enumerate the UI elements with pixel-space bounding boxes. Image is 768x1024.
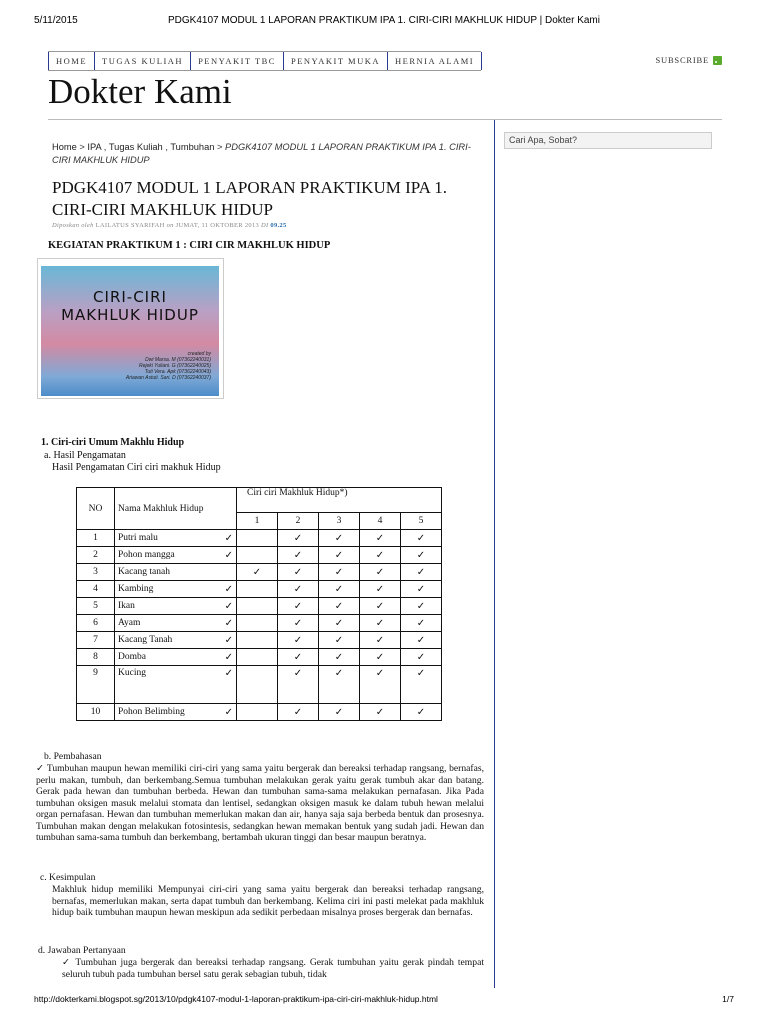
image-credit: Ariawan Astuti. Sari. D (07362240037): [125, 375, 211, 381]
table-cell-name: [115, 666, 237, 704]
table-cell-no: 1: [77, 530, 115, 547]
table-cell-no: 3: [77, 564, 115, 581]
byline-author[interactable]: LAILATUS SYARIFAH: [95, 222, 165, 229]
table-cell-name: [115, 598, 237, 615]
section-heading: 1. Ciri-ciri Umum Makhlu Hidup: [41, 437, 185, 448]
table-header-row: [77, 488, 442, 513]
post-image-content: [41, 266, 219, 396]
check-icon: ✓: [319, 598, 360, 615]
table-row: [77, 649, 442, 666]
table-cell-name: [115, 581, 237, 598]
table-cell-no: 8: [77, 649, 115, 666]
table-row: [77, 581, 442, 598]
subsection-d-heading: d. Jawaban Pertanyaan: [38, 945, 126, 956]
column-divider: [494, 120, 495, 988]
table-name-text: Kacang Tanah: [118, 634, 173, 645]
table-cell-name: [115, 547, 237, 564]
check-icon: ✓: [401, 666, 442, 704]
check-icon: ✓: [401, 615, 442, 632]
subsection-c-heading: c. Kesimpulan: [40, 872, 96, 883]
image-credit: Dwi Marsa. M (07362240031): [145, 357, 211, 363]
breadcrumb-comma: ,: [101, 142, 109, 152]
table-cell-no: 6: [77, 615, 115, 632]
check-icon: ✓: [224, 583, 233, 595]
image-credits: [126, 351, 211, 381]
check-icon: ✓: [278, 598, 319, 615]
table-row: [77, 564, 442, 581]
table-name-text: Kambing: [118, 583, 154, 594]
table-col-header: 5: [401, 513, 442, 530]
breadcrumb-ipa[interactable]: IPA: [87, 142, 102, 152]
check-icon: ✓: [319, 649, 360, 666]
check-icon: ✓: [224, 706, 233, 718]
table-header-name: Nama Makhluk Hidup: [115, 488, 237, 530]
check-icon: ✓: [224, 532, 233, 544]
subscribe-label: SUBSCRIBE: [655, 55, 709, 65]
nav-item-home[interactable]: HOME: [48, 52, 95, 70]
image-credit: Rejeki Yuliani. G (07362240025): [139, 363, 211, 369]
post-byline: [52, 222, 482, 229]
byline-on: on: [166, 222, 174, 229]
post-title: PDGK4107 MODUL 1 LAPORAN PRAKTIKUM IPA 1. CIRI-CIRI MAKHLUK HIDUP: [52, 178, 447, 219]
subsection-a-text: Hasil Pengamatan Ciri ciri makhuk Hidup: [52, 462, 221, 473]
breadcrumb-tumbuhan[interactable]: Tumbuhan: [170, 142, 215, 152]
check-icon: ✓: [237, 564, 278, 581]
search-input[interactable]: [504, 132, 712, 149]
print-footer: [34, 994, 734, 1008]
check-icon: ✓: [360, 666, 401, 704]
check-icon: ✓: [278, 704, 319, 721]
check-icon: ✓: [278, 530, 319, 547]
table-name-text: Ikan: [118, 600, 135, 611]
byline-prefix: Diposkan oleh: [52, 222, 94, 229]
check-icon: ✓: [360, 598, 401, 615]
table-name-text: Pohon Belimbing: [118, 706, 185, 717]
table-col-header: 3: [319, 513, 360, 530]
check-icon: ✓: [319, 666, 360, 704]
table-row: [77, 547, 442, 564]
check-icon: ✓: [401, 598, 442, 615]
top-nav: [48, 51, 481, 71]
breadcrumb-comma: ,: [162, 142, 171, 152]
observation-table: [76, 487, 442, 721]
table-col-header: 2: [278, 513, 319, 530]
table-name-text: Putri malu: [118, 532, 158, 543]
image-title: [41, 288, 219, 324]
table-cell-empty: [237, 615, 278, 632]
table-row: [77, 666, 442, 704]
nav-item-penyakit-tbc[interactable]: PENYAKIT TBC: [190, 52, 284, 70]
check-icon: ✓: [360, 564, 401, 581]
post-image[interactable]: [37, 258, 224, 399]
check-icon: ✓: [401, 581, 442, 598]
byline-date: JUMAT, 11 OKTOBER 2013: [175, 222, 260, 229]
table-col-header: 1: [237, 513, 278, 530]
subsection-c-text: Makhluk hidup memiliki Mempunyai ciri-ciri yang sama yaitu bergerak dan bereaksi terhadap rangsang, bernafas, memerlukan makan, serta dapat tumbuh dan berkembang. Kelima ciri ini pasti melekat pada makhluk hidup baik tumbuhan maupun hewan meskipun ada sedikit perbedaan misalnya proses bergerak dan bernafas.: [52, 884, 484, 918]
check-icon: ✓: [401, 649, 442, 666]
table-header-ciri: Ciri ciri Makhluk Hidup*): [237, 488, 442, 513]
table-cell-no: 2: [77, 547, 115, 564]
activity-heading: KEGIATAN PRAKTIKUM 1 : CIRI CIR MAKHLUK HIDUP: [48, 240, 331, 251]
check-icon: ✓: [401, 632, 442, 649]
check-icon: ✓: [319, 615, 360, 632]
table-row: [77, 704, 442, 721]
check-icon: ✓: [224, 651, 233, 663]
table-header-no: NO: [77, 488, 115, 530]
print-header: [34, 15, 734, 29]
table-name-text: Pohon mangga: [118, 549, 175, 560]
check-icon: ✓: [360, 547, 401, 564]
check-icon: ✓: [224, 600, 233, 612]
check-icon: ✓: [224, 617, 233, 629]
check-icon: ✓: [319, 632, 360, 649]
table-name-text: Kucing: [118, 668, 146, 678]
header-divider: [48, 119, 722, 120]
print-url: http://dokterkami.blogspot.sg/2013/10/pdgk4107-modul-1-laporan-praktikum-ipa-ciri-ciri-makhluk-hidup.html: [34, 994, 438, 1004]
check-icon: ✓: [360, 704, 401, 721]
check-icon: ✓: [401, 564, 442, 581]
table-col-header: 4: [360, 513, 401, 530]
subsection-d-text: ✓ Tumbuhan juga bergerak dan bereaksi terhadap rangsang. Gerak tumbuhan yaitu gerak pindah tempat seluruh tubuh pada tumbuhan bersel satu gerak sebagian tubuh, tidak: [62, 957, 484, 980]
table-cell-empty: [237, 598, 278, 615]
table-cell-name: [115, 632, 237, 649]
subsection-a-heading: a. Hasil Pengamatan: [44, 450, 126, 461]
check-icon: ✓: [278, 615, 319, 632]
table-cell-empty: [237, 530, 278, 547]
byline-at: DI: [261, 222, 269, 229]
table-cell-empty: [237, 649, 278, 666]
table-cell-no: 10: [77, 704, 115, 721]
table-cell-empty: [237, 581, 278, 598]
table-row: [77, 632, 442, 649]
nav-item-tugas-kuliah[interactable]: TUGAS KULIAH: [94, 52, 191, 70]
subscribe-link[interactable]: [656, 55, 723, 65]
breadcrumb-tugas-kuliah[interactable]: Tugas Kuliah: [108, 142, 163, 152]
table-cell-no: 9: [77, 666, 115, 704]
print-date: 5/11/2015: [34, 15, 78, 26]
site-title[interactable]: Dokter Kami: [48, 72, 232, 111]
breadcrumb-separator: >: [76, 142, 88, 152]
subsection-b-heading: b. Pembahasan: [44, 751, 102, 762]
table-cell-name: Kacang tanah: [115, 564, 237, 581]
nav-item-penyakit-muka[interactable]: PENYAKIT MUKA: [283, 52, 388, 70]
table-name-text: Domba: [118, 651, 146, 662]
check-icon: ✓: [224, 634, 233, 646]
check-icon: ✓: [278, 564, 319, 581]
check-icon: ✓: [319, 530, 360, 547]
table-cell-name: [115, 615, 237, 632]
subsection-b-text: ✓ Tumbuhan maupun hewan memiliki ciri-ciri yang sama yaitu bergerak dan bereaksi terhadap rangsang, bernafas, perlu makan, tumbuh, dan berkembang.Semua tumbuhan melakukan gerak yaitu gerak tumbuh akar dan batang. Gerak pada hewan dan tumbuhan berbeda. Hewan dan tumbuhan sama-sama melakukan pernafasan. Jika Pada tumbuhan oksigen masuk melalui stomata dan lentisel, sedangkan oksigen masuk ke dalam tubuh hewan melalui organ pernafasan. Hewan dan tumbuhan memerlukan makan dan air, hanya saja saja berbeda bentuk dan prosesnya. Tumbuhan makan dengan melakukan fotosintesis, sedangkan hewan memakan bentuk yang sudah jadi. Hewan dan tumbuhan sama-sama tumbuh dan berkembang, bertambah ukuran tinggi dan besar maupun beratnya.: [36, 763, 484, 843]
image-title-line2: MAKHLUK HIDUP: [61, 306, 199, 324]
check-icon: ✓: [360, 632, 401, 649]
check-icon: ✓: [401, 530, 442, 547]
print-page-title: PDGK4107 MODUL 1 LAPORAN PRAKTIKUM IPA 1. CIRI-CIRI MAKHLUK HIDUP | Dokter Kami: [168, 15, 600, 26]
table-name-text: Ayam: [118, 617, 141, 628]
table-cell-name: [115, 649, 237, 666]
check-icon: ✓: [401, 704, 442, 721]
breadcrumb-separator: >: [214, 142, 226, 152]
table-cell-empty: [237, 632, 278, 649]
check-icon: ✓: [278, 547, 319, 564]
image-credit: created by: [187, 351, 211, 357]
check-icon: ✓: [360, 530, 401, 547]
check-icon: ✓: [360, 615, 401, 632]
table-cell-no: 7: [77, 632, 115, 649]
table-row: [77, 530, 442, 547]
check-icon: ✓: [278, 632, 319, 649]
table-cell-name: [115, 530, 237, 547]
check-icon: ✓: [360, 649, 401, 666]
check-icon: ✓: [224, 549, 233, 561]
rss-icon: [713, 56, 722, 65]
table-row: [77, 598, 442, 615]
check-icon: ✓: [401, 547, 442, 564]
table-cell-empty: [237, 704, 278, 721]
table-cell-no: 5: [77, 598, 115, 615]
check-icon: ✓: [319, 581, 360, 598]
table-row: [77, 615, 442, 632]
breadcrumb-current: PDGK4107 MODUL 1 LAPORAN PRAKTIKUM IPA 1. CIRI-CIRI MAKHLUK HIDUP: [52, 142, 471, 165]
print-page-number: 1/7: [722, 994, 734, 1004]
image-credit: Tuti Vera. Apk (07362240043): [144, 369, 211, 375]
table-cell-no: 4: [77, 581, 115, 598]
byline-time[interactable]: 09.25: [270, 222, 287, 229]
check-icon: ✓: [319, 564, 360, 581]
image-title-line1: CIRI-CIRI: [93, 288, 167, 306]
breadcrumb: [52, 141, 482, 167]
check-icon: ✓: [278, 581, 319, 598]
check-icon: ✓: [278, 666, 319, 704]
check-icon: ✓: [278, 649, 319, 666]
table-cell-empty: [237, 666, 278, 704]
table-cell-name: [115, 704, 237, 721]
breadcrumb-home[interactable]: Home: [52, 142, 77, 152]
nav-item-hernia-alami[interactable]: HERNIA ALAMI: [387, 52, 482, 70]
check-icon: ✓: [319, 704, 360, 721]
table-cell-empty: [237, 547, 278, 564]
check-icon: ✓: [319, 547, 360, 564]
check-icon: ✓: [224, 668, 233, 679]
check-icon: ✓: [360, 581, 401, 598]
